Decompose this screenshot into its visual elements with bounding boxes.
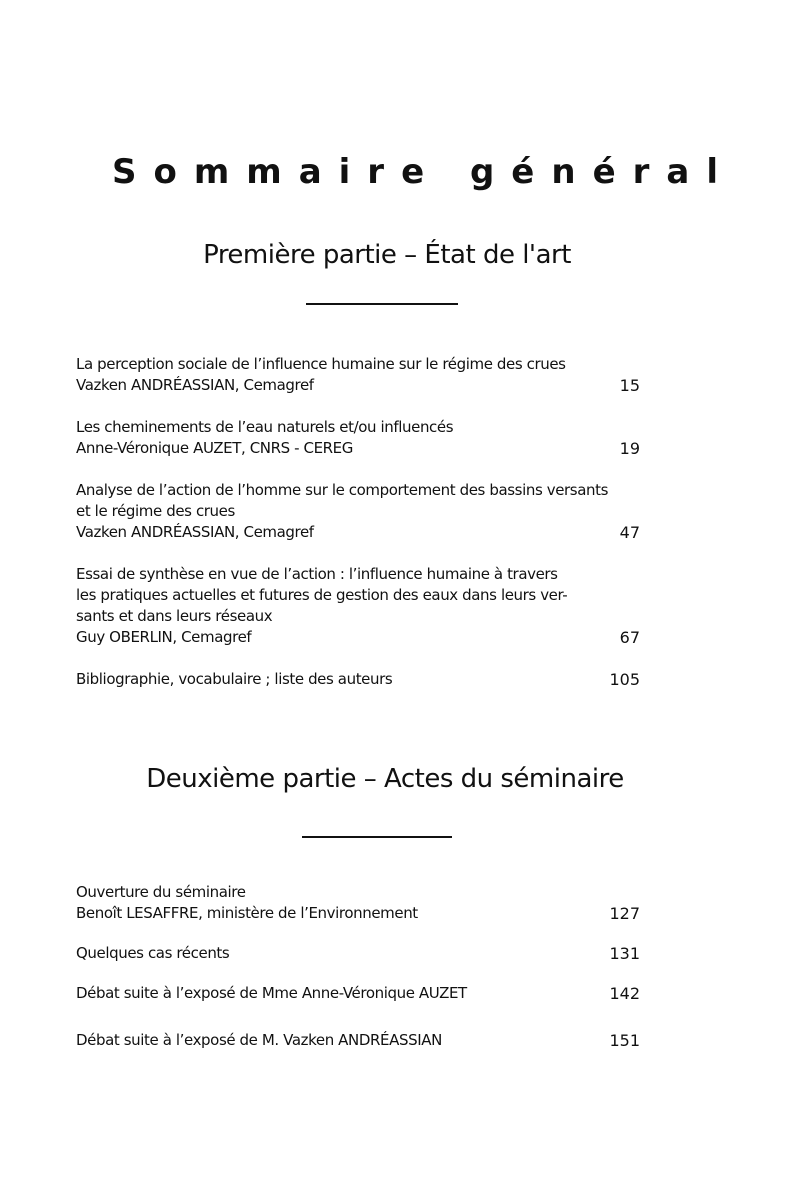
page-number: 142 bbox=[609, 984, 640, 1003]
part1-toc bbox=[76, 354, 640, 711]
toc-entry bbox=[76, 943, 640, 964]
entry-author: Guy OBERLIN, Cemagref bbox=[76, 628, 252, 646]
entry-title: et le régime des crues bbox=[76, 502, 235, 520]
toc-entry bbox=[76, 669, 640, 690]
part1-title: Première partie – État de l'art bbox=[203, 240, 571, 270]
entry-author: Benoît LESAFFRE, ministère de l’Environnement bbox=[76, 904, 418, 922]
page-number: 127 bbox=[609, 904, 640, 923]
page-title: Sommaire général bbox=[112, 152, 735, 192]
entry-author: Anne-Véronique AUZET, CNRS - CEREG bbox=[76, 439, 353, 457]
page-number: 131 bbox=[609, 944, 640, 963]
entry-title: Quelques cas récents bbox=[76, 944, 230, 962]
toc-entry bbox=[76, 564, 640, 648]
entry-title: Ouverture du séminaire bbox=[76, 883, 246, 901]
entry-title: Essai de synthèse en vue de l’action : l’influence humaine à travers bbox=[76, 565, 558, 583]
entry-title: Analyse de l’action de l’homme sur le comportement des bassins versants bbox=[76, 481, 609, 499]
toc-entry bbox=[76, 480, 640, 543]
toc-entry bbox=[76, 882, 640, 924]
toc-entry bbox=[76, 983, 640, 1004]
page-number: 151 bbox=[609, 1031, 640, 1050]
page-number: 19 bbox=[619, 439, 640, 458]
page-number: 67 bbox=[619, 628, 640, 647]
entry-title: Débat suite à l’exposé de M. Vazken ANDRÉASSIAN bbox=[76, 1031, 442, 1049]
part1-divider bbox=[306, 303, 458, 305]
toc-entry bbox=[76, 417, 640, 459]
entry-author: Vazken ANDRÉASSIAN, Cemagref bbox=[76, 523, 314, 541]
entry-author: Vazken ANDRÉASSIAN, Cemagref bbox=[76, 376, 314, 394]
page-number: 47 bbox=[619, 523, 640, 542]
part2-toc bbox=[76, 882, 640, 1070]
entry-title: les pratiques actuelles et futures de gestion des eaux dans leurs ver- bbox=[76, 586, 568, 604]
toc-entry bbox=[76, 354, 640, 396]
entry-title: Bibliographie, vocabulaire ; liste des auteurs bbox=[76, 670, 393, 688]
entry-title: La perception sociale de l’influence humaine sur le régime des crues bbox=[76, 355, 566, 373]
entry-title: sants et dans leurs réseaux bbox=[76, 607, 273, 625]
entry-title: Les cheminements de l’eau naturels et/ou influencés bbox=[76, 418, 454, 436]
page-number: 105 bbox=[609, 670, 640, 689]
toc-entry bbox=[76, 1030, 640, 1051]
part2-divider bbox=[302, 836, 452, 838]
part2-title: Deuxième partie – Actes du séminaire bbox=[146, 764, 624, 794]
entry-title: Débat suite à l’exposé de Mme Anne-Véronique AUZET bbox=[76, 984, 467, 1002]
page-number: 15 bbox=[619, 376, 640, 395]
